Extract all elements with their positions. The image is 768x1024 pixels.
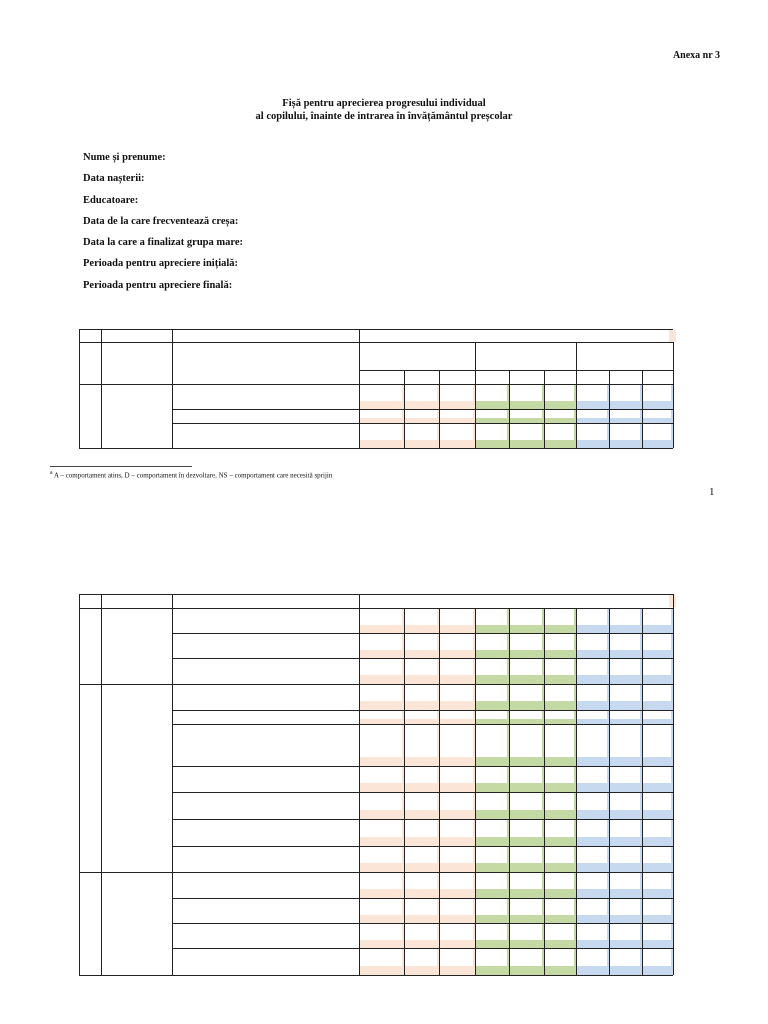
score-cell [476,915,509,923]
table-rule [172,792,673,793]
table-rule [172,872,673,873]
score-cell [440,863,475,872]
score-cell [360,889,404,898]
score-cell [405,863,439,872]
score-cell [405,783,439,792]
score-cell [610,837,642,846]
field-initial-period: Perioada pentru apreciere inițială: [83,258,239,270]
score-cell [610,810,642,819]
score-cell [510,757,544,766]
score-cell [643,889,673,898]
score-cell [476,810,509,819]
score-cell [577,625,609,633]
score-cell [440,915,475,923]
score-cell [405,966,439,975]
score-cell [545,783,576,792]
table-rule [359,594,360,975]
table-rule [642,608,643,975]
score-cell [545,940,576,948]
score-cell [643,940,673,948]
score-cell [610,650,642,658]
annex-label: Anexa nr 3 [672,50,720,61]
score-cell [360,966,404,975]
score-cell [577,810,609,819]
score-cell [360,757,404,766]
score-cell [577,783,609,792]
table-rule [79,608,673,609]
score-cell [610,701,642,710]
score-cell [440,810,475,819]
score-cell [510,783,544,792]
score-cell [360,810,404,819]
table-rule [172,819,673,820]
score-cell [405,915,439,923]
score-cell [643,837,673,846]
table-rule [172,923,673,924]
score-cell [476,650,509,658]
table-rule [404,608,405,975]
score-cell [440,783,475,792]
score-cell [577,966,609,975]
score-cell [577,837,609,846]
score-cell [360,863,404,872]
table-rule [544,608,545,975]
score-cell [440,675,475,684]
score-cell [476,966,509,975]
table-rule [79,975,673,976]
score-cell [476,940,509,948]
table-rule [79,872,172,873]
table-rule [172,594,173,975]
footnote-text: A – comportament atins, D – comportament în dezvoltare, NS – comportament care necesită sprijin [53,471,333,480]
score-cell [510,837,544,846]
score-cell [510,940,544,948]
table-rule [172,846,673,847]
table-rule [101,594,102,975]
score-cell [510,889,544,898]
score-cell [610,915,642,923]
score-cell [610,675,642,684]
table-rule [79,594,80,975]
score-cell [643,757,673,766]
score-cell [510,675,544,684]
score-cell [545,889,576,898]
table-rule [172,766,673,767]
score-cell [440,966,475,975]
score-cell [405,889,439,898]
table-rule [172,948,673,949]
table-rule [673,594,674,975]
score-cell [610,966,642,975]
score-cell [405,940,439,948]
score-cell [440,757,475,766]
score-cell [360,625,404,633]
score-cell [577,675,609,684]
score-cell [440,650,475,658]
score-cell [405,701,439,710]
score-cell [440,701,475,710]
score-cell [643,915,673,923]
table-rule [172,658,673,659]
table-rule [475,608,476,975]
table-rule [79,594,673,595]
score-cell [610,783,642,792]
score-cell [360,915,404,923]
table-rule [172,684,673,685]
score-cell [360,783,404,792]
score-cell [610,889,642,898]
score-cell [476,675,509,684]
score-cell [643,625,673,633]
score-cell [405,837,439,846]
score-cell [577,650,609,658]
score-cell [643,650,673,658]
score-cell [440,837,475,846]
score-cell [360,675,404,684]
score-cell [405,675,439,684]
score-cell [610,940,642,948]
field-birth-date: Data nașterii: [83,173,145,185]
score-cell [510,915,544,923]
field-group-end: Data la care a finalizat grupa mare: [83,237,243,249]
score-cell [360,837,404,846]
score-cell [476,701,509,710]
score-cell [545,810,576,819]
score-cell [360,650,404,658]
score-cell [476,863,509,872]
field-final-period: Perioada pentru apreciere finală: [83,279,233,291]
score-cell [545,915,576,923]
score-cell [577,889,609,898]
table-rule [576,608,577,975]
score-cell [476,757,509,766]
score-cell [545,757,576,766]
table-rule [509,608,510,975]
score-cell [476,837,509,846]
table-rule [172,710,673,711]
score-cell [643,863,673,872]
score-cell [610,625,642,633]
score-cell [545,650,576,658]
footnote: $^a$ A – comportament atins, D – comportament în dezvoltare, NS – comportament care necesită sprijin [50,470,333,480]
table-rule [172,898,673,899]
table-rule [609,608,610,975]
table-rule [172,633,673,634]
score-cell [577,915,609,923]
score-cell [405,810,439,819]
score-cell [476,783,509,792]
score-cell [610,757,642,766]
score-cell [643,810,673,819]
score-cell [405,757,439,766]
score-cell [476,889,509,898]
score-cell [360,701,404,710]
document-subtitle: al copilului, înainte de intrarea în învățământul preșcolar [255,111,513,122]
field-teacher: Educatoare: [83,194,139,206]
score-cell [510,625,544,633]
score-cell [577,940,609,948]
score-cell [577,701,609,710]
score-cell [405,625,439,633]
score-cell [510,701,544,710]
score-cell [440,625,475,633]
score-cell [643,701,673,710]
score-cell [545,625,576,633]
score-cell [405,650,439,658]
score-cell [510,863,544,872]
score-cell [510,810,544,819]
field-name: Nume și prenume: [83,152,166,163]
table-rule [172,724,673,725]
score-cell [643,675,673,684]
score-cell [577,757,609,766]
score-cell [545,701,576,710]
score-cell [545,966,576,975]
score-cell [545,675,576,684]
score-cell [476,625,509,633]
score-cell [440,940,475,948]
score-cell [440,889,475,898]
score-cell [643,966,673,975]
score-cell [610,863,642,872]
score-cell [545,863,576,872]
score-cell [577,863,609,872]
page-number: 1 [709,486,715,498]
score-cell [510,650,544,658]
table-rule [439,608,440,975]
score-cell [510,966,544,975]
table-rule [79,684,172,685]
field-nursery-start: Data de la care frecventează creșa: [83,215,239,227]
score-cell [643,783,673,792]
score-cell [545,837,576,846]
score-cell [360,940,404,948]
document-title: Fișă pentru aprecierea progresului individual [282,98,486,109]
